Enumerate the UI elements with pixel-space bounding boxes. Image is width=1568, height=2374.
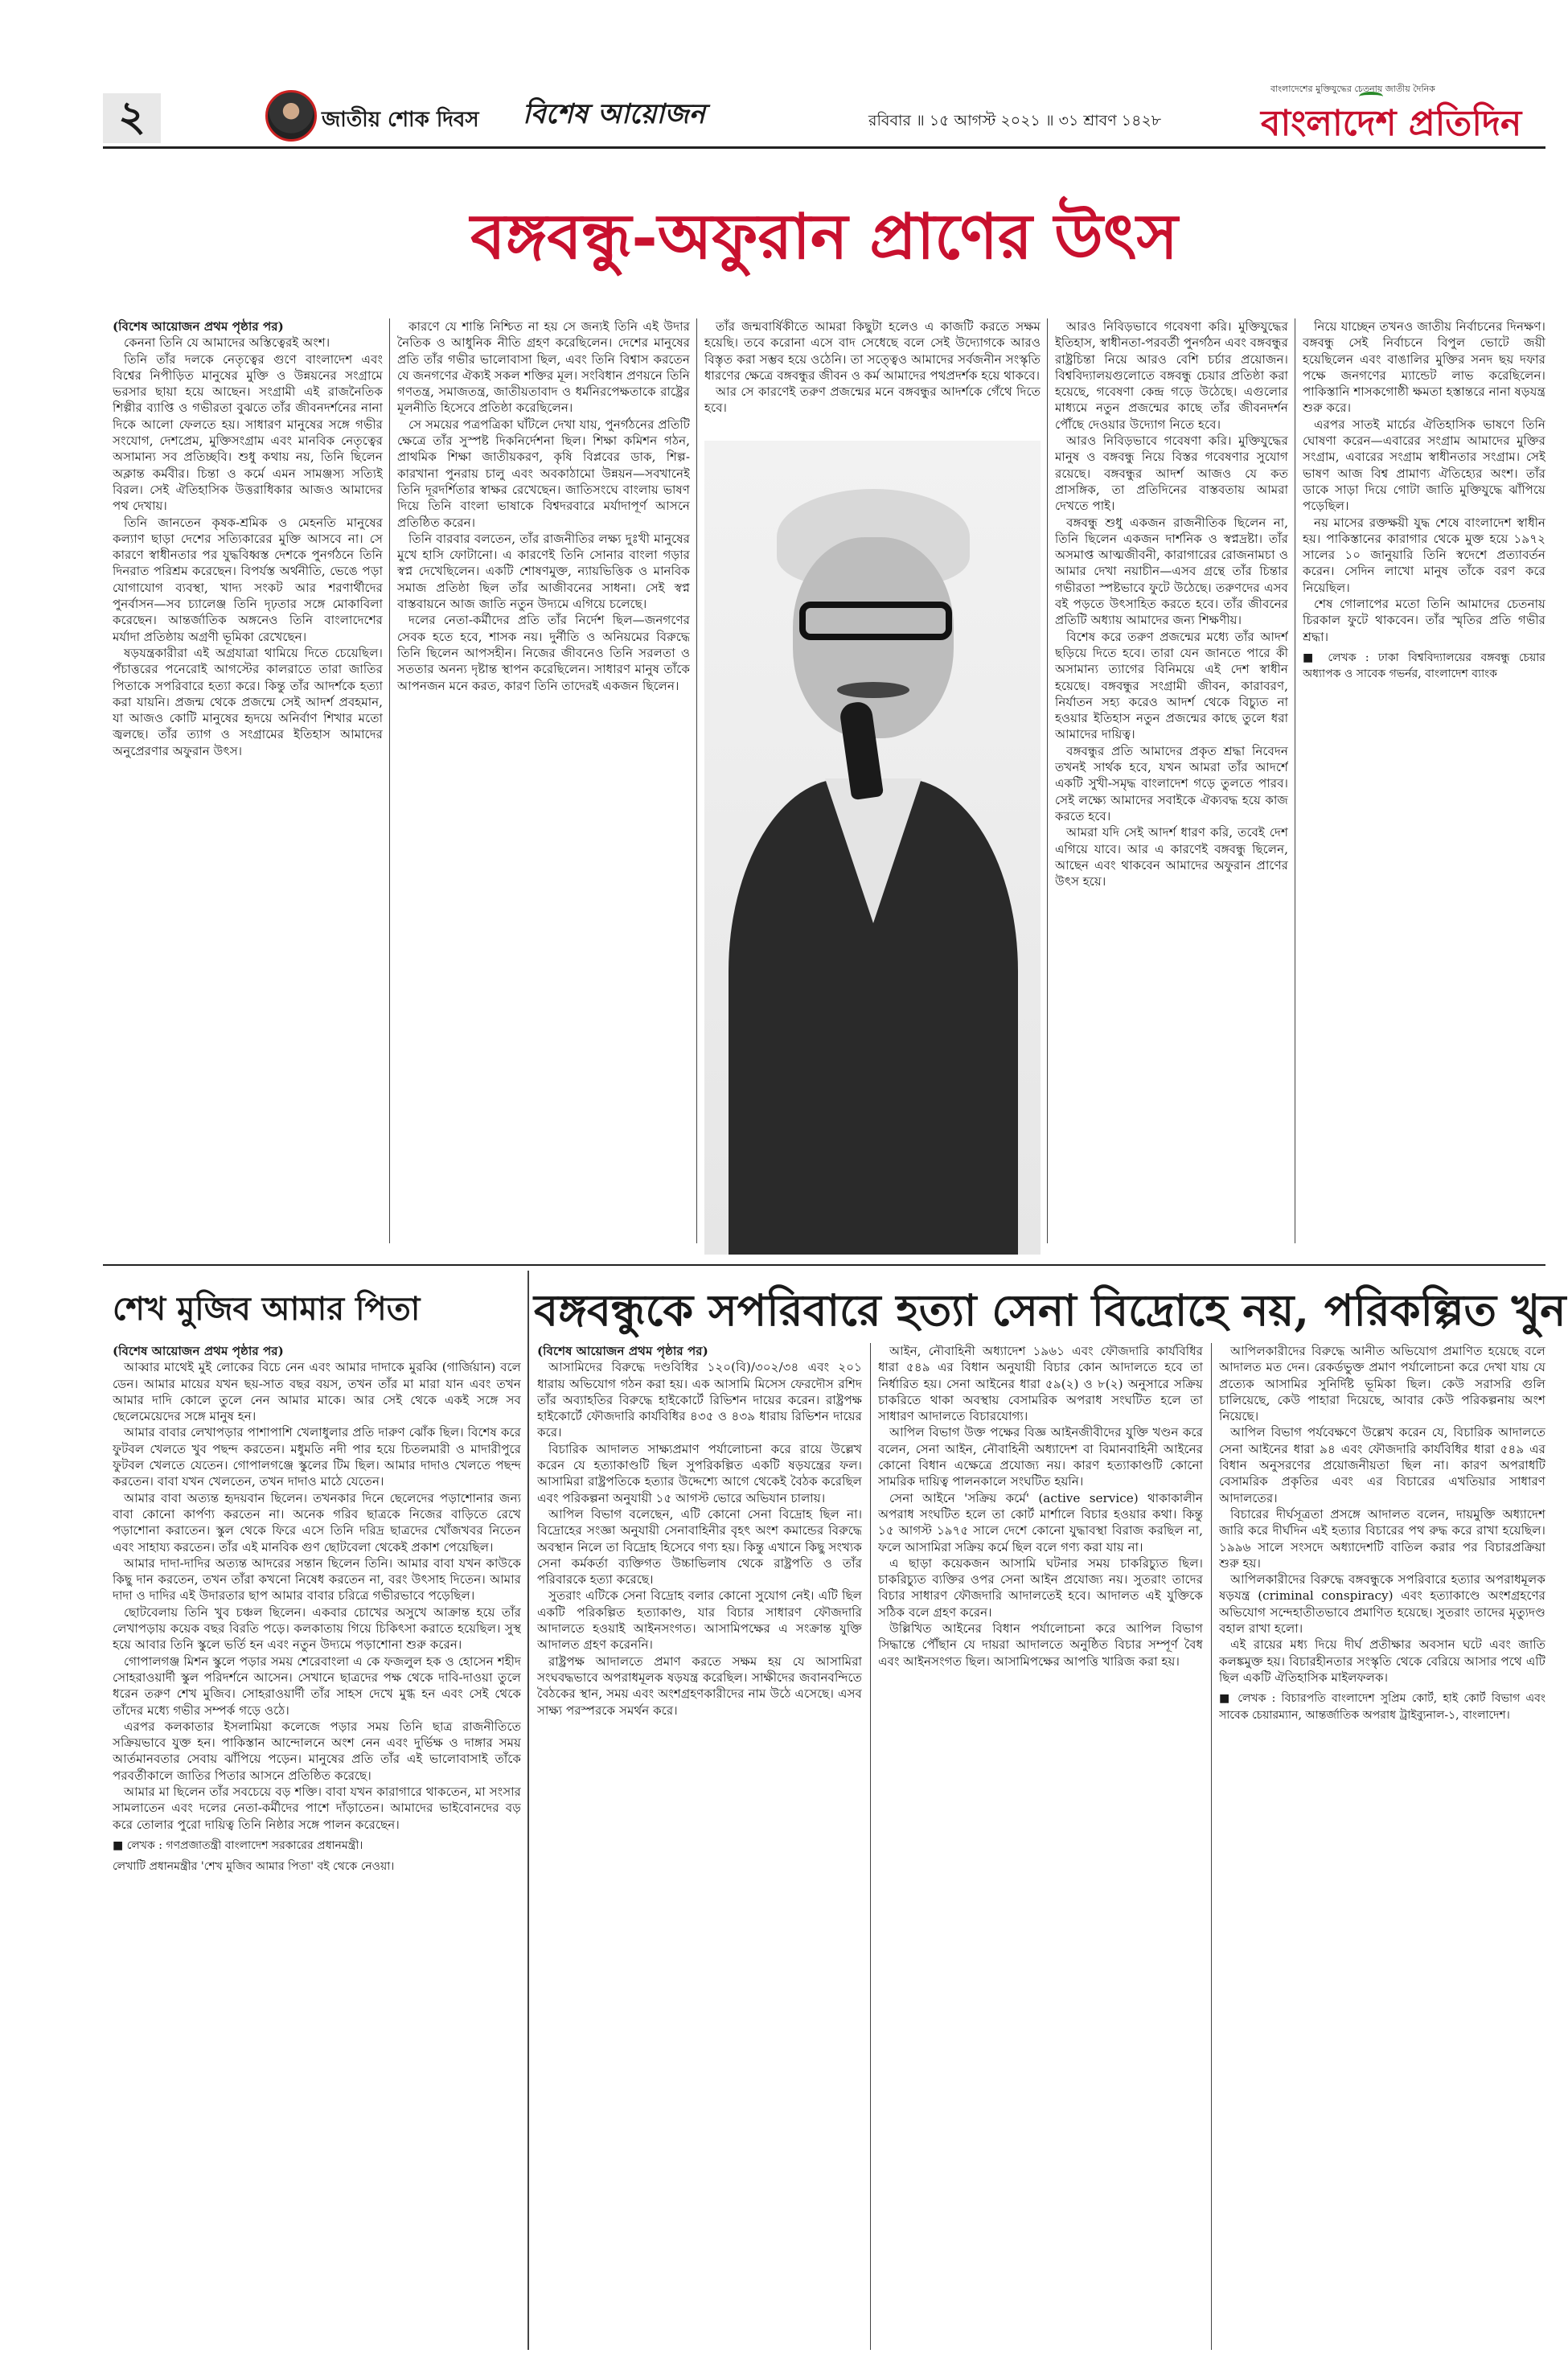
- article1-continued-note: (বিশেষ আয়োজন প্রথম পৃষ্ঠার পর): [113, 319, 284, 334]
- article1-column-1: [113, 318, 383, 1243]
- article3-headline: বঙ্গবন্ধুকে সপরিবারে হত্যা সেনা বিদ্রোহে নয়, পরিকল্পিত খুন: [534, 1284, 1566, 1336]
- bangabandhu-photo: [704, 441, 1041, 1255]
- article1-column-2: [397, 318, 690, 1243]
- masthead-tagline: বাংলাদেশের মুক্তিযুদ্ধের চেতনায় জাতীয় দৈনিক: [1270, 84, 1435, 94]
- article1-col5-para: নিয়ে যাচ্ছেন তখনও জাতীয় নির্বাচনের দিনক্ষণ। বঙ্গবন্ধু সেই নির্বাচনে বিপুল ভোটে জয়ী হয়েছিলেন এবং বাঙালির মুক্তির সনদ ছয় দফার পক্ষে জনগণের ম্যান্ডেট লাভ করেছিলেন। পাকিস্তানি শাসকগোষ্ঠী ক্ষমতা হস্তান্তরে নানা ষড়যন্ত্র শুরু করে।: [1303, 319, 1545, 416]
- article3-col2-para: উল্লিখিত আইনের বিধান পর্যালোচনা করে আপিল বিভাগ সিদ্ধান্তে পৌঁছান যে দায়রা আদালতে অনুষ্ঠিত বিচার সম্পূর্ণ বৈধ এবং আইনসংগত ছিল। আসামিপক্ষের আপত্তি খারিজ করা হয়।: [878, 1621, 1203, 1669]
- article2-para: আমার দাদা-দাদির অত্যন্ত আদরের সন্তান ছিলেন তিনি। আমার বাবা যখন কাউকে কিছু দান করতেন, তখন তাঁরা কখনো নিষেধ করতেন না, বরং উৎসাহ দিতেন। আমার দাদা ও দাদির এই উদারতার ছাপ আমার বাবার চরিত্রে গভীরভাবে পড়েছিল।: [113, 1555, 521, 1604]
- article2-para: ছোটবেলায় তিনি খুব চঞ্চল ছিলেন। একবার চোখের অসুখে আক্রান্ত হয়ে তাঁর লেখাপড়ায় কয়েক বছর বিরতি পড়ে। কলকাতায় গিয়ে চিকিৎসা করাতে হয়েছিল। সুস্থ হয়ে আবার তিনি স্কুলে ভর্তি হন এবং নতুন উদ্যমে পড়াশোনা শুরু করেন।: [113, 1604, 521, 1653]
- column-divider: [870, 1343, 871, 2350]
- special-section-label: বিশেষ আয়োজন: [523, 98, 705, 130]
- article2-source: লেখাটি প্রধানমন্ত্রীর 'শেখ মুজিব আমার পিতা' বই থেকে নেওয়া।: [113, 1860, 395, 1874]
- article1-col4-para: আরও নিবিড়ভাবে গবেষণা করি। মুক্তিযুদ্ধের মানুষ ও বঙ্গবন্ধু নিয়ে বিস্তর গবেষণার সুযোগ রয়েছে। বঙ্গবন্ধুর আদর্শ আজও যে কত প্রাসঙ্গিক, তা প্রতিদিনের বাস্তবতায় আমরা দেখতে পাই।: [1055, 433, 1288, 514]
- article2-para: আব্বার মাথেই মুই লোকের বিচে নেন এবং আমার দাদাকে মুরব্বি (গার্জিয়ান) বলে ডেন। আমার মায়ের যখন ছয়-সাত বছর বয়স, তখন তাঁর মা মারা যান এবং তখন আমার দাদি কোলে তুলে নেন আমার মাকে। আর সেই থেকে একই সঙ্গে সব ছেলেমেয়েদের সঙ্গে মানুষ হন।: [113, 1360, 521, 1424]
- article1-col4-para: আমরা যদি সেই আদর্শ ধারণ করি, তবেই দেশ এগিয়ে যাবে। আর এ কারণেই বঙ্গবন্ধু ছিলেন, আছেন এবং থাকবেন আমাদের অফুরান প্রাণের উৎস হয়ে।: [1055, 825, 1288, 889]
- article2-para: এরপর কলকাতার ইসলামিয়া কলেজে পড়ার সময় তিনি ছাত্র রাজনীতিতে সক্রিয়ভাবে যুক্ত হন। পাকিস্তান আন্দোলনে অংশ নেন এবং দুর্ভিক্ষ ও দাঙ্গার সময় আর্তমানবতার সেবায় ঝাঁপিয়ে পড়েন। মানুষের প্রতি তাঁর এই ভালোবাসাই তাঁকে পরবর্তীকালে জাতির পিতার আসনে প্রতিষ্ঠিত করেছে।: [113, 1719, 521, 1783]
- article3-column-2: [878, 1343, 1203, 2350]
- article3-col1-para: বিচারিক আদালত সাক্ষ্যপ্রমাণ পর্যালোচনা করে রায়ে উল্লেখ করেন যে হত্যাকাণ্ডটি ছিল সুপরিকল্পিত একটি ষড়যন্ত্রের ফল। আসামিরা রাষ্ট্রপতিকে হত্যার উদ্দেশ্যে আগে থেকেই বৈঠক করেছিল এবং পরিকল্পনা অনুযায়ী ১৫ আগস্ট ভোরে অভিযান চালায়।: [537, 1441, 862, 1505]
- article1-col2-para: তিনি বারবার বলতেন, তাঁর রাজনীতির লক্ষ্য দুঃখী মানুষের মুখে হাসি ফোটানো। এ কারণেই তিনি সোনার বাংলা গড়ার স্বপ্ন দেখেছিলেন। একটি শোষণমুক্ত, ন্যায়ভিত্তিক ও মানবিক সমাজ প্রতিষ্ঠা ছিল তাঁর আজীবনের সাধনা। সেই স্বপ্ন বাস্তবায়নে আজ জাতি নতুন উদ্যমে এগিয়ে চলেছে।: [397, 531, 690, 612]
- article3-col2-para: সেনা আইনে 'সক্রিয় কর্মে' (active service) থাকাকালীন অপরাধ সংঘটিত হলে তা কোর্ট মার্শালে বিচার হওয়ার কথা। কিন্তু ১৫ আগস্ট ১৯৭৫ সালে দেশে কোনো যুদ্ধাবস্থা বিরাজ করছিল না, ফলে আসামিরা সক্রিয় কর্মে ছিল বলে গণ্য করা যায় না।: [878, 1490, 1203, 1555]
- article2-author: ■ লেখক : গণপ্রজাতন্ত্রী বাংলাদেশ সরকারের প্রধানমন্ত্রী।: [113, 1838, 363, 1852]
- page-header: [0, 0, 1568, 153]
- article2-continued-note: (বিশেষ আয়োজন প্রথম পৃষ্ঠার পর): [113, 1344, 284, 1358]
- article3-author: ■ লেখক : বিচারপতি বাংলাদেশ সুপ্রিম কোর্ট, হাই কোর্ট বিভাগ এবং সাবেক চেয়ারম্যান, আন্তর্জাতিক অপরাধ ট্রাইব্যুনাল-১, বাংলাদেশ।: [1219, 1692, 1545, 1722]
- article3-col1-para: আপিল বিভাগ বলেছেন, এটি কোনো সেনা বিদ্রোহ ছিল না। বিদ্রোহের সংজ্ঞা অনুযায়ী সেনাবাহিনীর বৃহৎ অংশ কমান্ডের বিরুদ্ধে অবস্থান নিলে তা বিদ্রোহ হিসেবে গণ্য হয়। কিন্তু এখানে কিছু সংখ্যক সেনা কর্মকর্তা ব্যক্তিগত উচ্চাভিলাষ থেকে রাষ্ট্রপতি ও তাঁর পরিবারকে হত্যা করেছে।: [537, 1506, 862, 1587]
- article1-col1-para: কেননা তিনি যে আমাদের অস্তিত্বেরই অংশ।: [124, 335, 330, 351]
- article1-col4-para: বিশেষ করে তরুণ প্রজন্মের মধ্যে তাঁর আদর্শ ছড়িয়ে দিতে হবে। তারা যেন জানতে পারে কী অসামান্য ত্যাগের বিনিময়ে এই দেশ স্বাধীন হয়েছে। বঙ্গবন্ধুর সংগ্রামী জীবন, কারাবরণ, নির্যাতন সহ্য করেও আদর্শ থেকে বিচ্যুত না হওয়ার ইতিহাস নতুন প্রজন্মের কাছে তুলে ধরা আমাদের দায়িত্ব।: [1055, 629, 1288, 742]
- article1-col5-para: এরপর সাতই মার্চের ঐতিহাসিক ভাষণে তিনি ঘোষণা করেন—এবারের সংগ্রাম আমাদের মুক্তির সংগ্রাম, এবারের সংগ্রাম স্বাধীনতার সংগ্রাম। সেই ভাষণ আজ বিশ্ব প্রামাণ্য ঐতিহ্যের অংশ। তাঁর ডাকে সাড়া দিয়ে গোটা জাতি মুক্তিযুদ্ধে ঝাঁপিয়ে পড়েছিল।: [1303, 417, 1545, 514]
- article3-col3-para: এই রায়ের মধ্য দিয়ে দীর্ঘ প্রতীক্ষার অবসান ঘটে এবং জাতি কলঙ্কমুক্ত হয়। বিচারহীনতার সংস্কৃতি থেকে বেরিয়ে আসার পথে এটি ছিল একটি ঐতিহাসিক মাইলফলক।: [1219, 1637, 1545, 1685]
- article3-col1-para: সুতরাং এটিকে সেনা বিদ্রোহ বলার কোনো সুযোগ নেই। এটি ছিল একটি পরিকল্পিত হত্যাকাণ্ড, যার বিচার সাধারণ ফৌজদারি আদালতে হওয়াই আইনসংগত। আসামিপক্ষের এ সংক্রান্ত যুক্তি আদালত গ্রহণ করেননি।: [537, 1588, 862, 1653]
- article1-col1-para: তিনি জানতেন কৃষক-শ্রমিক ও মেহনতি মানুষের কল্যাণ ছাড়া দেশের সত্যিকারের মুক্তি আসবে না। সে কারণে স্বাধীনতার পর যুদ্ধবিধ্বস্ত দেশকে পুনর্গঠনে তিনি দিনরাত পরিশ্রম করেছেন। বিপর্যস্ত অর্থনীতি, ভেঙে পড়া যোগাযোগ ব্যবস্থা, খাদ্য সংকট আর শরণার্থীদের পুনর্বাসন—সব চ্যালেঞ্জ তিনি দৃঢ়তার সঙ্গে মোকাবিলা করেছেন। আন্তর্জাতিক অঙ্গনেও তিনি বাংলাদেশের মর্যাদা প্রতিষ্ঠায় অগ্রণী ভূমিকা রেখেছেন।: [113, 515, 383, 644]
- article1-column-5: [1303, 318, 1545, 1243]
- article3-column-3: [1219, 1343, 1545, 2350]
- article3-col2-para: আপিল বিভাগ উক্ত পক্ষের বিজ্ঞ আইনজীবীদের যুক্তি খণ্ডন করে বলেন, সেনা আইন, নৌবাহিনী অধ্যাদেশ বা বিমানবাহিনী আইনের কোনো বিধান এক্ষেত্রে প্রযোজ্য নয়। কারণ হত্যাকাণ্ডটি কোনো সামরিক দায়িত্ব পালনকালে সংঘটিত হয়নি।: [878, 1425, 1203, 1489]
- column-divider: [1211, 1343, 1212, 2350]
- section-label: জাতীয় শোক দিবস: [322, 108, 479, 132]
- article1-col4-para: বঙ্গবন্ধুর প্রতি আমাদের প্রকৃত শ্রদ্ধা নিবেদন তখনই সার্থক হবে, যখন আমরা তাঁর আদর্শে একটি সুখী-সমৃদ্ধ বাংলাদেশ গড়ে তুলতে পারব। সেই লক্ষ্যে আমাদের সবাইকে ঐক্যবদ্ধ হয়ে কাজ করতে হবে।: [1055, 743, 1288, 824]
- masthead-name: বাংলাদেশ প্রতিদিন: [1261, 103, 1522, 144]
- article1-column-4: [1055, 318, 1288, 1243]
- article1-col4-para: আরও নিবিড়ভাবে গবেষণা করি। মুক্তিযুদ্ধের ইতিহাস, স্বাধীনতা-পরবর্তী পুনর্গঠন এবং বঙ্গবন্ধুর রাষ্ট্রচিন্তা নিয়ে আরও বেশি চর্চার প্রয়োজন। বিশ্ববিদ্যালয়গুলোতে বঙ্গবন্ধু চেয়ার প্রতিষ্ঠা করা হয়েছে, গবেষণা কেন্দ্র গড়ে উঠেছে। এগুলোর মাধ্যমে নতুন প্রজন্মের কাছে তাঁর জীবনদর্শন পৌঁছে দেওয়ার উদ্যোগ নিতে হবে।: [1055, 319, 1288, 432]
- article1-col1-para: ষড়যন্ত্রকারীরা এই অগ্রযাত্রা থামিয়ে দিতে চেয়েছিল। পঁচাত্তরের পনেরোই আগস্টের কালরাতে তারা জাতির পিতাকে সপরিবারে হত্যা করে। কিন্তু তাঁর আদর্শকে হত্যা করা যায়নি। প্রজন্ম থেকে প্রজন্মে সেই আদর্শ প্রবহমান, যা আজও কোটি মানুষের হৃদয়ে অনির্বাণ শিখার মতো জ্বলছে। তাঁর ত্যাগ ও সংগ্রামের ইতিহাস আমাদের অনুপ্রেরণার অফুরান উৎস।: [113, 645, 383, 758]
- article3-col2-para: আইন, নৌবাহিনী অধ্যাদেশ ১৯৬১ এবং ফৌজদারি কার্যবিধির ধারা ৫৪৯ এর বিধান অনুযায়ী বিচার কোন আদালতে হবে তা নির্ধারিত হয়। সেনা আইনের ধারা ৫৯(২) ও ৮(২) অনুসারে সক্রিয় চাকরিতে থাকা অবস্থায় বেসামরিক অপরাধ সংঘটিত হলে তা সাধারণ আদালতে বিচারযোগ্য।: [878, 1344, 1203, 1424]
- article-divider: [527, 1271, 529, 2350]
- article3-col3-para: আপিলকারীদের বিরুদ্ধে আনীত অভিযোগ প্রমাণিত হয়েছে বলে আদালত মত দেন। রেকর্ডভুক্ত প্রমাণ পর্যালোচনা করে দেখা যায় যে প্রত্যেক আসামির সুনির্দিষ্ট ভূমিকা ছিল। কেউ সরাসরি গুলি চালিয়েছে, কেউ পাহারা দিয়েছে, আবার কেউ পরিকল্পনায় অংশ নিয়েছে।: [1219, 1344, 1545, 1424]
- article2-para: আমার বাবা অত্যন্ত হৃদয়বান ছিলেন। তখনকার দিনে ছেলেদের পড়াশোনার জন্য বাবা কোনো কার্পণ্য করতেন না। অনেক গরিব ছাত্রকে নিজের বাড়িতে রেখে পড়াশোনা করাতেন। স্কুল থেকে ফিরে এসে তিনি দরিদ্র ছাত্রদের খোঁজখবর নিতেন এবং সাহায্য করতেন। তাঁর এই মানবিক গুণ ছোটবেলা থেকেই প্রকাশ পেয়েছিল।: [113, 1490, 521, 1555]
- article2-headline: শেখ মুজিব আমার পিতা: [113, 1290, 421, 1328]
- article3-col1-para: আসামিদের বিরুদ্ধে দণ্ডবিধির ১২০(বি)/৩০২/৩৪ এবং ২০১ ধারায় অভিযোগ গঠন করা হয়। এক আসামি মিসেস ফেরদৌস রশিদ তাঁর অব্যাহতির বিরুদ্ধে হাইকোর্টে রিভিশন দায়ের করেন। রাষ্ট্রপক্ষ হাইকোর্টে ফৌজদারি কার্যবিধির ৪৩৫ ও ৪৩৯ ধারায় রিভিশন দায়ের করে।: [537, 1360, 862, 1440]
- column-divider: [1047, 318, 1048, 1243]
- article2-para: আমার বাবার লেখাপড়ার পাশাপাশি খেলাধুলার প্রতি দারুণ ঝোঁক ছিল। বিশেষ করে ফুটবল খেলতে খুব পছন্দ করতেন। মধুমতি নদী পার হয়ে চিতলমারী ও মাদারীপুরে ফুটবল খেলতে যেতেন। গোপালগঞ্জে স্কুলের টিম ছিল। আমার দাদাও খেলতে পছন্দ করতেন। বাবা যখন খেলতেন, তখন দাদাও মাঠে যেতেন।: [113, 1425, 521, 1489]
- article2-para: গোপালগঞ্জ মিশন স্কুলে পড়ার সময় শেরেবাংলা এ কে ফজলুল হক ও হোসেন শহীদ সোহরাওয়ার্দী স্কুল পরিদর্শনে আসেন। সেখানে ছাত্রদের পক্ষ থেকে দাবি-দাওয়া তুলে ধরেন তরুণ শেখ মুজিব। সোহরাওয়ার্দী তাঁর সাহস দেখে মুগ্ধ হন এবং সেই থেকে তাঁদের মধ্যে গভীর সম্পর্ক গড়ে ওঠে।: [113, 1653, 521, 1718]
- article1-col5-para: শেষ গোলাপের মতো তিনি আমাদের চেতনায় চিরকাল ফুটে থাকবেন। তাঁর স্মৃতির প্রতি গভীর শ্রদ্ধা।: [1303, 597, 1545, 644]
- article3-column-1: [537, 1343, 862, 2350]
- section-divider: [103, 1264, 1545, 1266]
- article1-headline: বঙ্গবন্ধু-অফুরান প্রাণের উৎস: [470, 200, 1178, 273]
- article3-continued-note: (বিশেষ আয়োজন প্রথম পৃষ্ঠার পর): [537, 1344, 708, 1358]
- article1-col2-para: সে সময়ের পত্রপত্রিকা ঘাঁটলে দেখা যায়, পুনর্গঠনের প্রতিটি ক্ষেত্রে তাঁর সুস্পষ্ট দিকনির্দেশনা ছিল। শিক্ষা কমিশন গঠন, প্রাথমিক শিক্ষা জাতীয়করণ, কৃষি বিপ্লবের ডাক, শিল্প-কারখানা পুনরায় চালু এবং অবকাঠামো উন্নয়ন—সবখানেই তিনি দূরদর্শিতার স্বাক্ষর রেখেছেন। জাতিসংঘে বাংলায় ভাষণ দিয়ে তিনি বাংলা ভাষাকে বিশ্বদরবারে মর্যাদাপূর্ণ আসনে প্রতিষ্ঠিত করেন।: [397, 417, 690, 530]
- article1-col5-para: নয় মাসের রক্তক্ষয়ী যুদ্ধ শেষে বাংলাদেশ স্বাধীন হয়। পাকিস্তানের কারাগার থেকে মুক্ত হয়ে ১৯৭২ সালের ১০ জানুয়ারি তিনি স্বদেশে প্রত্যাবর্তন করেন। সেদিন লাখো মানুষ তাঁকে বরণ করে নিয়েছিল।: [1303, 515, 1545, 595]
- article1-author: ■ লেখক : ঢাকা বিশ্ববিদ্যালয়ের বঙ্গবন্ধু চেয়ার অধ্যাপক ও সাবেক গভর্নর, বাংলাদেশ ব্যাংক: [1303, 651, 1545, 681]
- article3-col3-para: আপিলকারীদের বিরুদ্ধে বঙ্গবন্ধুকে সপরিবারে হত্যার অপরাধমূলক ষড়যন্ত্র (criminal conspiracy) এবং হত্যাকাণ্ডে অংশগ্রহণের অভিযোগ সন্দেহাতীতভাবে প্রমাণিত হয়েছে। সুতরাং তাদের মৃত্যুদণ্ড বহাল রাখা হলো।: [1219, 1572, 1545, 1637]
- issue-date: রবিবার ॥ ১৫ আগস্ট ২০২১ ॥ ৩১ শ্রাবণ ১৪২৮: [868, 112, 1162, 129]
- masthead-logo[interactable]: [1254, 80, 1544, 145]
- header-divider: [103, 146, 1545, 149]
- page-number: ২: [103, 93, 161, 143]
- article3-col2-para: এ ছাড়া কয়েকজন আসামি ঘটনার সময় চাকরিচ্যুত ছিল। চাকরিচ্যুত ব্যক্তির ওপর সেনা আইন প্রযোজ্য নয়। সুতরাং তাদের বিচার সাধারণ ফৌজদারি আদালতেই হবে। আদালত এই যুক্তিকে সঠিক বলে গ্রহণ করেন।: [878, 1555, 1203, 1620]
- article1-col3-para: আর সে কারণেই তরুণ প্রজন্মের মনে বঙ্গবন্ধুর আদর্শকে গেঁথে দিতে হবে।: [704, 384, 1041, 416]
- article3-col3-para: আপিল বিভাগ পর্যবেক্ষণে উল্লেখ করেন যে, বিচারিক আদালতে সেনা আইনের ধারা ৯৪ এবং ফৌজদারি কার্যবিধির ধারা ৫৪৯ এর বিধান অনুসরণের প্রয়োজনীয়তা ছিল না। কারণ অপরাধটি বেসামরিক প্রকৃতির এবং এর বিচারের এখতিয়ার সাধারণ আদালতের।: [1219, 1425, 1545, 1505]
- column-divider: [389, 318, 390, 1243]
- article1-column-3-top: [704, 318, 1041, 436]
- article2-body: [113, 1343, 521, 2350]
- article1-col2-para: কারণে যে শান্তি নিশ্চিত না হয় সে জন্যই তিনি এই উদার নৈতিক ও আধুনিক নীতি গ্রহণ করেছিলেন। দেশের মানুষের প্রতি তাঁর গভীর ভালোবাসা ছিল, এবং তিনি বিশ্বাস করতেন যে জনগণের ঐক্যই সকল শক্তির মূল। সংবিধান প্রণয়নে তিনি গণতন্ত্র, সমাজতন্ত্র, জাতীয়তাবাদ ও ধর্মনিরপেক্ষতাকে রাষ্ট্রের মূলনীতি হিসেবে প্রতিষ্ঠা করেছিলেন।: [397, 319, 690, 416]
- article1-col4-para: বঙ্গবন্ধু শুধু একজন রাজনীতিক ছিলেন না, তিনি ছিলেন একজন দার্শনিক ও স্বপ্নদ্রষ্টা। তাঁর অসমাপ্ত আত্মজীবনী, কারাগারের রোজনামচা ও আমার দেখা নয়াচীন—এসব গ্রন্থে তাঁর চিন্তার গভীরতা স্পষ্টভাবে ফুটে উঠেছে। তরুণদের এসব বই পড়তে উৎসাহিত করতে হবে। তাঁর জীবনের প্রতিটি অধ্যায় আমাদের জন্য শিক্ষণীয়।: [1055, 515, 1288, 628]
- article1-col2-para: দলের নেতা-কর্মীদের প্রতি তাঁর নির্দেশ ছিল—জনগণের সেবক হতে হবে, শাসক নয়। দুর্নীতি ও অনিয়মের বিরুদ্ধে তিনি ছিলেন আপসহীন। নিজের জীবনেও তিনি সরলতা ও সততার অনন্য দৃষ্টান্ত স্থাপন করেছিলেন। সাধারণ মানুষ তাঁকে আপনজন মনে করত, কারণ তিনি তাদেরই একজন ছিলেন।: [397, 613, 690, 693]
- article1-col3-para: তাঁর জন্মবার্ষিকীতে আমরা কিছুটা হলেও এ কাজটি করতে সক্ষম হয়েছি। তবে করোনা এসে বাদ সেধেছে বলে সেই উদ্যোগকে আরও বিস্তৃত করা সম্ভব হয়ে ওঠেনি। তা সত্ত্বেও আমাদের সর্বজনীন সংস্কৃতি ধারণের ক্ষেত্রে বঙ্গবন্ধুর জীবন ও কর্ম আমাদের পথপ্রদর্শক হয়ে থাকবে।: [704, 319, 1041, 383]
- column-divider: [696, 318, 697, 1243]
- article2-para: আমার মা ছিলেন তাঁর সবচেয়ে বড় শক্তি। বাবা যখন কারাগারে থাকতেন, মা সংসার সামলাতেন এবং দলের নেতা-কর্মীদের পাশে দাঁড়াতেন। আমাদের ভাইবোনদের বড় করে তোলার পুরো দায়িত্ব তিনি নিষ্ঠার সঙ্গে পালন করেছেন।: [113, 1785, 521, 1832]
- article3-col3-para: বিচারের দীর্ঘসূত্রতা প্রসঙ্গে আদালত বলেন, দায়মুক্তি অধ্যাদেশ জারি করে দীর্ঘদিন এই হত্যার বিচারের পথ রুদ্ধ করে রাখা হয়েছিল। ১৯৯৬ সালে সংসদে অধ্যাদেশটি বাতিল করার পর বিচারপ্রক্রিয়া শুরু হয়।: [1219, 1506, 1545, 1571]
- article1-col1-para: তিনি তাঁর দলকে নেতৃত্বের গুণে বাংলাদেশ এবং বিশ্বের নিপীড়িত মানুষের মুক্তি ও উন্নয়নের সংগ্রামে ভরসার ছায়া হয়ে আছেন। সংগ্রামী এই রাজনৈতিক শিল্পীর ব্যাপ্তি ও গভীরতা বুঝতে তাঁর জীবনদর্শনের নানা দিকে আলো ফেলতে হয়। সাধারণ মানুষের সঙ্গে গভীর সংযোগ, দেশপ্রেম, মুক্তিসংগ্রাম এবং মানবিক নেতৃত্বের অসামান্য সব প্রতিচ্ছবি। শুধু কথায় নয়, তিনি ছিলেন অক্লান্ত কর্মবীর। চিন্তা ও কর্মে এমন সামঞ্জস্য সত্যিই বিরল। সেই ঐতিহাসিক উত্তরাধিকার আজও আমাদের পথ দেখায়।: [113, 351, 383, 514]
- article3-col1-para: রাষ্ট্রপক্ষ আদালতে প্রমাণ করতে সক্ষম হয় যে আসামিরা সংঘবদ্ধভাবে অপরাধমূলক ষড়যন্ত্র করেছিল। সাক্ষীদের জবানবন্দিতে বৈঠকের স্থান, সময় এবং অংশগ্রহণকারীদের নাম উঠে এসেছে। এসব সাক্ষ্য পরস্পরকে সমর্থন করে।: [537, 1653, 862, 1718]
- portrait-icon: [265, 90, 317, 142]
